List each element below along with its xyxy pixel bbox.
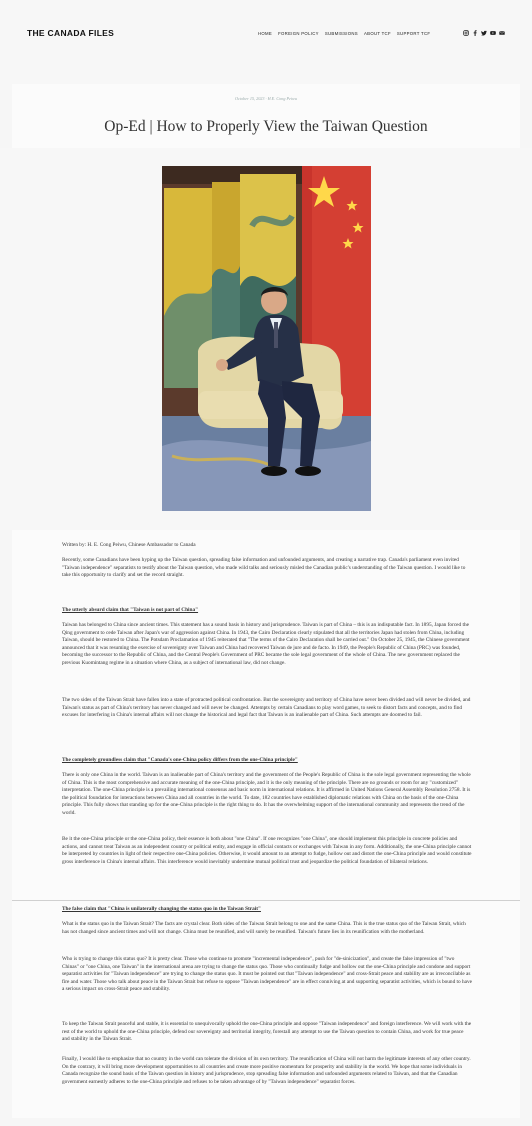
section-heading-1 <box>62 607 472 615</box>
facebook-icon[interactable] <box>472 30 478 36</box>
paragraph-text: Who is trying to change this status quo? It is pretty clear. Those who continue to promote "incremental independence", push for "de-sinicization", and create the false impression of "two Chinas" or "one China, one Taiwan" in the international arena are trying to change the status quo. Those who continually fudge and hollow out the one-China principle and condone and support separatist activities for "Taiwan independence" are trying to change the status quo. It must be pointed out that "Taiwan independence" and cross-Strait peace and stability are as irreconcilable as fire and water. Those who talk about peace in the Taiwan Strait but refuse to oppose "Taiwan independence" are in effect conniving at and supporting separatist activities, which is bound to have a serious impact on cross-Strait peace and stability. <box>62 956 472 992</box>
nav-foreign-policy[interactable]: FOREIGN POLICY <box>278 31 319 36</box>
heading-text: The utterly absurd claim that "Taiwan is not part of China" <box>62 607 199 613</box>
instagram-icon[interactable] <box>463 30 469 36</box>
paragraph-text: Recently, some Canadians have been hyping up the Taiwan question, spreading false information and unfounded arguments, and creating a narrative trap. Canada's parliament even invited "Taiwan independence" separatists to testify about the Taiwan question, who made wild talks and seriously misled the Canadian public's understanding of the Taiwan question. I would like to take this opportunity to clarify and set the record straight. <box>62 557 466 578</box>
social-links <box>463 30 505 36</box>
paragraph-4 <box>62 836 472 866</box>
paragraph-text: There is only one China in the world. Taiwan is an inalienable part of China's territory and the government of the People's Republic of China is the sole legal government representing the whole of China. This is the most comprehensive and accurate meaning of the one-China principle, and it is the only meaning of the principle. There are no grounds or room for any "customized" interpretation. The one-China principle is a prevailing international consensus and basic norm in international relations. It is affirmed in United Nations General Assembly Resolution 2758. It is the political foundation for interactions between China and all countries in the world. To date, 182 countries have established diplomatic relations with China on the basis of the one-China principle. This fully shows that standing up for the one-China principle is the right thing to do. It has the overwhelming support of the international community and represents the trend of the world. <box>62 772 471 816</box>
nav-submissions[interactable]: SUBMISSIONS <box>324 31 358 36</box>
heading-text: The false claim that "China is unilaterally changing the status quo in the Taiwan Strait" <box>62 906 261 912</box>
intro-paragraph <box>62 557 472 580</box>
paragraph-1 <box>62 622 472 667</box>
twitter-icon[interactable] <box>481 30 487 36</box>
paragraph-text: Be it the one-China principle or the one-China policy, their essence is both about "one China". If one recognizes "one China", one should implement this principle in concrete policies and actions, and cannot treat Taiwan as an independent country or political entity, and engage in official contacts or exchanges with Taiwan in any form. Additionally, the one-China principle cannot be interpreted by countries in light of their respective one-China policies. Otherwise, it would amount to an attempt to fudge, hollow out and distort the one-China principle and would constitute gross interference in China's internal affairs. This interference would inevitably undermine mutual political trust and jeopardize the political foundation of bilateral relations. <box>62 836 472 865</box>
post-meta: October 15, 2023 · H.E. Cong Peiwu <box>235 96 297 101</box>
paragraph-text: The two sides of the Taiwan Strait have fallen into a state of protracted political confrontation. But the sovereignty and territory of China have never been divided and will never be divided, and Taiwan's status as part of China's territory has never changed and will never be changed. Attempts by certain Canadians to play word games, to seek to distort facts and concepts, and to find excuses for interfering in China's internal affairs will not change the historical and legal fact that Taiwan is an inalienable part of China. Such attempts are doomed to fail. <box>62 697 471 718</box>
nav-about[interactable]: ABOUT TCF <box>363 31 391 36</box>
paragraph-5 <box>62 921 472 936</box>
site-logo[interactable]: THE CANADA FILES <box>27 28 115 38</box>
paragraph-text: To keep the Taiwan Strait peaceful and stable, it is essential to unequivocally uphold the one-China principle and oppose "Taiwan independence" and foreign interference. We will work with the rest of the world to uphold the one-China principle, defend our sovereignty and territorial integrity, forestall any attempt to use the Taiwan question to contain China, and work for true peace and stability in the Taiwan Strait. <box>62 1021 472 1042</box>
byline-text: Written by: H. E. Cong Peiwu, Chinese Ambassador to Canada <box>62 542 196 548</box>
paragraph-text: Taiwan has belonged to China since ancient times. This statement has a sound basis in history and jurisprudence. Taiwan is part of China – this is an indisputable fact. In 1895, Japan forced the Qing government to cede Taiwan after Japan's war of aggression against China. In 1943, the Cairo Declaration clearly stipulated that all the territories Japan had stolen from China, including Taiwan, should be restored to China. The Potsdam Proclamation of 1945 reiterated that "The terms of the Cairo Declaration shall be carried out." On October 25, 1945, the Chinese government announced that it was resuming the exercise of sovereignty over Taiwan and China had recovered Taiwan de jure and de facto. In 1949, the People's Republic of China (PRC) was founded, becoming the successor to the Republic of China, and the Central People's Government of PRC became the sole legal government of the whole of China. The new government replaced the previous Kuomintang regime in a situation where China, as a subject of international law, did not change. <box>62 622 470 666</box>
byline <box>62 542 472 550</box>
nav-home[interactable]: HOME <box>258 31 273 36</box>
paragraph-2 <box>62 697 472 720</box>
featured-photo <box>162 166 371 511</box>
paragraph-6 <box>62 956 472 994</box>
post-header <box>12 84 520 148</box>
nav-support[interactable]: SUPPORT TCF <box>396 31 431 36</box>
section-heading-3 <box>62 906 472 914</box>
featured-image-section <box>0 148 532 530</box>
youtube-icon[interactable] <box>490 30 496 36</box>
main-nav <box>258 31 430 36</box>
section-heading-2 <box>62 757 472 765</box>
post-title: Op-Ed | How to Properly View the Taiwan Question <box>104 118 428 135</box>
site-header <box>0 0 532 90</box>
heading-text: The completely groundless claim that "Canada's one-China policy differs from the one-China principle" <box>62 757 298 763</box>
paragraph-3 <box>62 772 472 817</box>
paragraph-7 <box>62 1021 472 1044</box>
paragraph-text: Finally, I would like to emphasize that no country in the world can tolerate the division of its own territory. The reunification of China will not harm the legitimate interests of any other country. On the contrary, it will bring more development opportunities to all countries and create more positive momentum for prosperity and stability in the world. We hope that some individuals in Canada recognize the sound basis of the Taiwan question in history and jurisprudence, stop spreading false information and unfounded arguments related to Taiwan, and that the Canadian government earnestly adheres to the one-China principle and refuses to be taken advantage of by "Taiwan independence" separatist forces. <box>62 1056 471 1085</box>
paragraph-text: What is the status quo in the Taiwan Strait? The facts are crystal clear. Both sides of the Taiwan Strait belong to one and the same China. This is the true status quo of the Taiwan Strait, which has not changed since ancient times and will not change. China must be reunified, and will surely be reunified. Taiwan's future lies in its reunification with the motherland. <box>62 921 466 935</box>
section-divider <box>12 900 520 901</box>
paragraph-8 <box>62 1056 472 1086</box>
email-icon[interactable] <box>499 30 505 36</box>
